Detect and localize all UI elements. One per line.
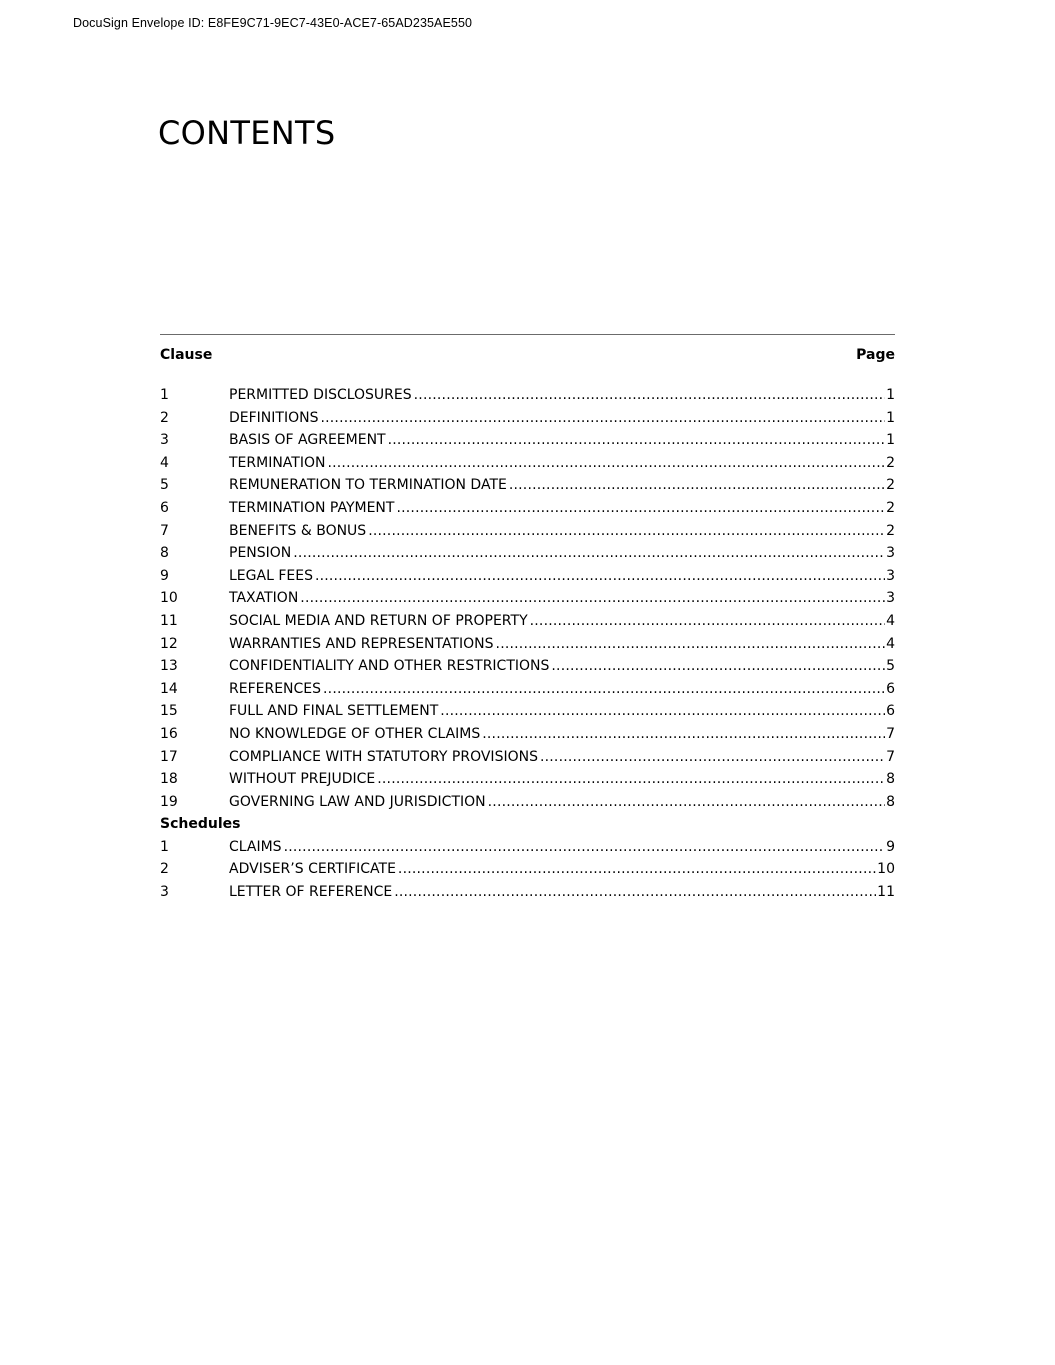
entry-title: CLAIMS — [229, 838, 282, 855]
clause-column-header: Clause — [160, 347, 213, 363]
entry-page: 4 — [886, 635, 895, 652]
page-column-header: Page — [856, 347, 895, 363]
page-title: CONTENTS — [158, 114, 336, 152]
entry-number: 11 — [160, 612, 178, 629]
toc-entry-clause-19[interactable] — [160, 791, 895, 814]
entry-number: 2 — [160, 861, 169, 878]
entry-title: NO KNOWLEDGE OF OTHER CLAIMS — [229, 725, 481, 742]
dot-leader — [414, 384, 885, 407]
toc-entry-clause-7[interactable] — [160, 520, 895, 543]
entry-number: 1 — [160, 838, 169, 855]
dot-leader — [482, 723, 885, 746]
entry-page: 9 — [886, 838, 895, 855]
entry-title: TERMINATION PAYMENT — [229, 499, 395, 516]
dot-leader — [394, 881, 876, 904]
entry-number: 16 — [160, 725, 178, 742]
toc-entry-clause-8[interactable] — [160, 542, 895, 565]
entry-number: 8 — [160, 545, 169, 562]
toc-entry-clause-14[interactable] — [160, 678, 895, 701]
toc-entry-clause-15[interactable] — [160, 700, 895, 723]
dot-leader — [530, 610, 885, 633]
dot-leader — [440, 700, 885, 723]
entry-title: TERMINATION — [229, 454, 326, 471]
entry-page: 1 — [886, 432, 895, 449]
entry-title: SOCIAL MEDIA AND RETURN OF PROPERTY — [229, 612, 528, 629]
entry-page: 10 — [877, 861, 895, 878]
entry-number: 4 — [160, 454, 169, 471]
entry-page: 5 — [886, 658, 895, 675]
toc-entry-schedule-2[interactable] — [160, 858, 895, 881]
entry-page: 7 — [886, 748, 895, 765]
entry-number: 15 — [160, 703, 178, 720]
dot-leader — [551, 655, 885, 678]
entry-number: 14 — [160, 680, 178, 697]
dot-leader — [327, 452, 885, 475]
entry-title: REMUNERATION TO TERMINATION DATE — [229, 477, 507, 494]
entry-number: 7 — [160, 522, 169, 539]
entry-number: 3 — [160, 884, 169, 901]
entry-number: 2 — [160, 409, 169, 426]
dot-leader — [293, 542, 885, 565]
entry-number: 12 — [160, 635, 178, 652]
toc-entry-clause-3[interactable] — [160, 429, 895, 452]
entry-title: ADVISER’S CERTIFICATE — [229, 861, 396, 878]
entry-page: 6 — [886, 703, 895, 720]
toc-entry-schedule-1[interactable] — [160, 836, 895, 859]
toc-entry-clause-10[interactable] — [160, 587, 895, 610]
entry-title: LEGAL FEES — [229, 567, 313, 584]
entry-title: COMPLIANCE WITH STATUTORY PROVISIONS — [229, 748, 538, 765]
dot-leader — [320, 407, 885, 430]
dot-leader — [284, 836, 886, 859]
entry-page: 2 — [886, 499, 895, 516]
entry-number: 13 — [160, 658, 178, 675]
table-of-contents — [160, 334, 895, 904]
entry-title: PERMITTED DISCLOSURES — [229, 387, 412, 403]
toc-entry-clause-18[interactable] — [160, 768, 895, 791]
entry-number: 10 — [160, 590, 178, 607]
toc-entry-clause-12[interactable] — [160, 633, 895, 656]
entry-title: PENSION — [229, 545, 292, 562]
toc-entry-clause-2[interactable] — [160, 407, 895, 430]
toc-entry-clause-13[interactable] — [160, 655, 895, 678]
entry-number: 5 — [160, 477, 169, 494]
dot-leader — [388, 429, 885, 452]
entry-number: 9 — [160, 567, 169, 584]
entry-title: WARRANTIES AND REPRESENTATIONS — [229, 635, 494, 652]
toc-entry-clause-6[interactable] — [160, 497, 895, 520]
toc-entry-clause-5[interactable] — [160, 474, 895, 497]
toc-entry-clause-11[interactable] — [160, 610, 895, 633]
entry-page: 11 — [877, 884, 895, 901]
entry-page: 1 — [886, 387, 895, 403]
entry-title: REFERENCES — [229, 680, 322, 697]
dot-leader — [398, 858, 876, 881]
toc-column-headers — [160, 347, 895, 367]
dot-leader — [488, 791, 885, 814]
dot-leader — [540, 746, 885, 769]
toc-entry-clause-17[interactable] — [160, 746, 895, 769]
entry-page: 2 — [886, 522, 895, 539]
entry-number: 1 — [160, 387, 169, 403]
dot-leader — [323, 678, 885, 701]
entry-page: 6 — [886, 680, 895, 697]
entry-page: 3 — [886, 567, 895, 584]
entry-title: TAXATION — [229, 590, 299, 607]
clause-list — [160, 384, 895, 904]
toc-entry-clause-9[interactable] — [160, 565, 895, 588]
entry-number: 17 — [160, 748, 178, 765]
entry-number: 3 — [160, 432, 169, 449]
header-divider — [160, 334, 895, 335]
dot-leader — [315, 565, 885, 588]
toc-entry-clause-4[interactable] — [160, 452, 895, 475]
entry-title: CONFIDENTIALITY AND OTHER RESTRICTIONS — [229, 658, 550, 675]
dot-leader — [377, 768, 885, 791]
entry-page: 8 — [886, 771, 895, 788]
entry-title: BENEFITS & BONUS — [229, 522, 367, 539]
entry-title: LETTER OF REFERENCE — [229, 884, 393, 901]
entry-number: 6 — [160, 499, 169, 516]
dot-leader — [368, 520, 885, 543]
toc-entry-clause-16[interactable] — [160, 723, 895, 746]
entry-title: WITHOUT PREJUDICE — [229, 771, 376, 788]
dot-leader — [396, 497, 885, 520]
entry-page: 2 — [886, 477, 895, 494]
entry-page: 1 — [886, 409, 895, 426]
entry-page: 3 — [886, 545, 895, 562]
schedules-heading: Schedules — [160, 816, 241, 833]
entry-title: DEFINITIONS — [229, 409, 319, 426]
dot-leader — [509, 474, 885, 497]
entry-number: 18 — [160, 771, 178, 788]
entry-title: BASIS OF AGREEMENT — [229, 432, 386, 449]
toc-entry-schedule-3[interactable] — [160, 881, 895, 904]
entry-title: GOVERNING LAW AND JURISDICTION — [229, 793, 486, 810]
entry-page: 4 — [886, 612, 895, 629]
docusign-envelope-id: DocuSign Envelope ID: E8FE9C71-9EC7-43E0-ACE7-65AD235AE550 — [73, 16, 473, 30]
dot-leader — [300, 587, 885, 610]
toc-entry-clause-1[interactable] — [160, 384, 895, 407]
entry-page: 3 — [886, 590, 895, 607]
entry-page: 8 — [886, 793, 895, 810]
dot-leader — [496, 633, 886, 656]
entry-page: 7 — [886, 725, 895, 742]
entry-title: FULL AND FINAL SETTLEMENT — [229, 703, 439, 720]
entry-page: 2 — [886, 454, 895, 471]
entry-number: 19 — [160, 793, 178, 810]
